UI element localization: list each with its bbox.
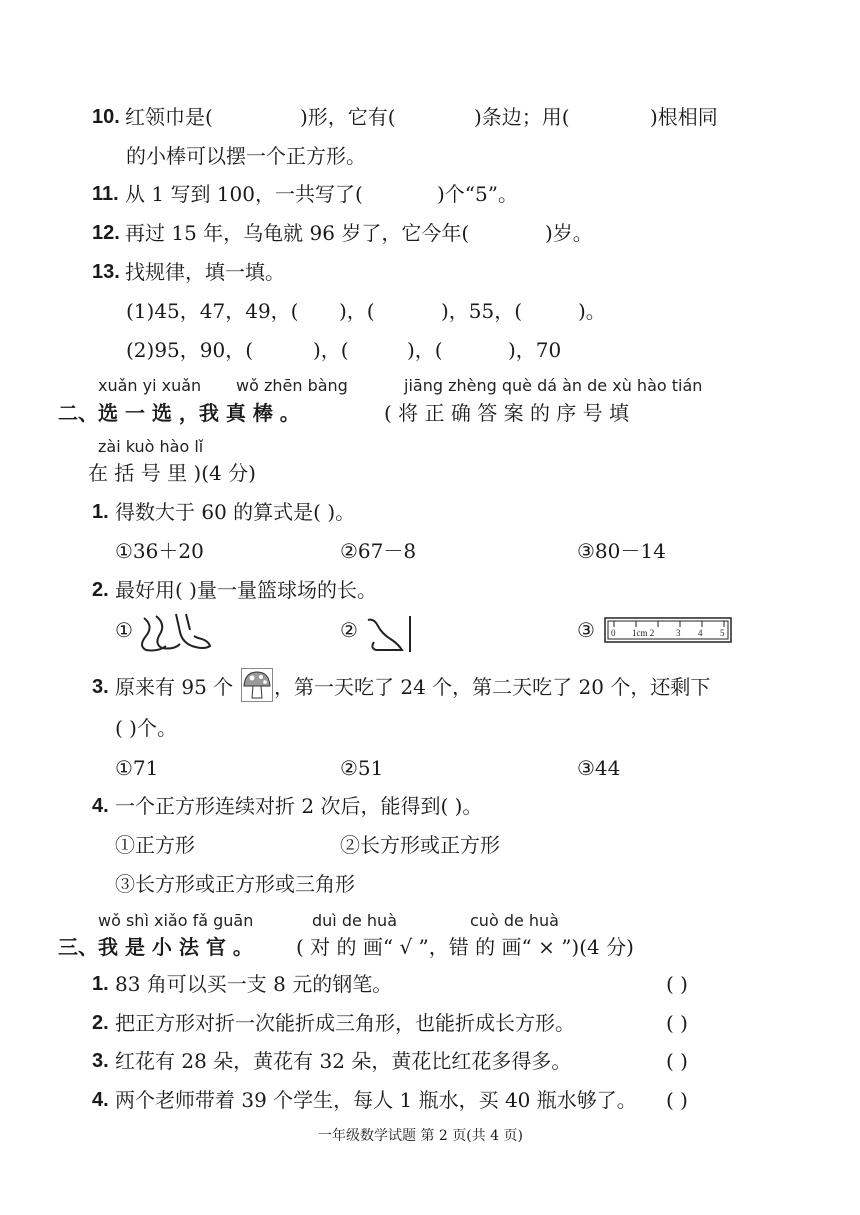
- option-2: ②67－8: [340, 539, 417, 563]
- question-number: 1.: [92, 973, 109, 995]
- pinyin: jiāng zhèng què dá àn de xù hào tián: [404, 376, 703, 395]
- question-number: 4.: [92, 1089, 109, 1111]
- question-text: 得数大于 60 的算式是( )。: [115, 500, 356, 524]
- question-number: 3.: [92, 1050, 109, 1072]
- ruler-label: 5: [720, 628, 725, 638]
- question-text: 最好用( )量一量篮球场的长。: [115, 578, 377, 602]
- pinyin: wǒ zhēn bàng: [236, 376, 348, 395]
- answer-parentheses[interactable]: ( ): [666, 972, 688, 996]
- answer-parentheses[interactable]: ( ): [666, 1049, 688, 1073]
- sub-question-2: )，70: [508, 338, 562, 362]
- option-1: ①71: [115, 756, 159, 780]
- pinyin: duì de huà: [312, 911, 397, 930]
- step-foot-icon: [364, 612, 416, 654]
- question-number: 10.: [92, 106, 120, 128]
- option-2: ②: [340, 618, 358, 642]
- pinyin: zài kuò hào lǐ: [98, 437, 204, 456]
- question-text: )形，它有(: [300, 105, 396, 129]
- option-2: ②长方形或正方形: [340, 833, 500, 857]
- option-2: ②51: [340, 756, 384, 780]
- question-text: 找规律，填一填。: [125, 260, 285, 284]
- sub-question-1: )。: [578, 299, 606, 323]
- ruler-label: 1cm 2: [632, 628, 655, 638]
- question-text: )根相同: [650, 105, 718, 129]
- question-number: 1.: [92, 501, 109, 523]
- answer-parentheses[interactable]: ( ): [666, 1088, 688, 1112]
- option-1: ①正方形: [115, 833, 195, 857]
- ruler-icon: [604, 617, 732, 643]
- question-text: 83 角可以买一支 8 元的钢笔。: [115, 972, 393, 996]
- question-text: 的小棒可以摆一个正方形。: [126, 144, 366, 168]
- section-instruction: 在 括 号 里 )(4 分): [88, 461, 256, 485]
- sub-question-2: (2)95，90，(: [126, 338, 254, 362]
- question-text: 再过 15 年，乌龟就 96 岁了，它今年(: [125, 221, 470, 245]
- question-number: 4.: [92, 795, 109, 817]
- question-number: 2.: [92, 1012, 109, 1034]
- sub-question-2: )，(: [313, 338, 349, 362]
- pinyin: cuò de huà: [470, 911, 559, 930]
- question-text: 把正方形对折一次能折成三角形，也能折成长方形。: [115, 1011, 575, 1035]
- section-instruction: ( 将 正 确 答 案 的 序 号 填: [384, 401, 630, 425]
- answer-parentheses[interactable]: ( ): [666, 1011, 688, 1035]
- sub-question-1: )，(: [339, 299, 375, 323]
- option-3: ③80－14: [577, 539, 666, 563]
- section-title: 二、选 一 选 ，我 真 棒 。: [58, 401, 300, 425]
- sub-question-1: )，55，(: [441, 299, 523, 323]
- ruler-label: 0: [611, 628, 616, 638]
- question-text: ，第一天吃了 24 个，第二天吃了 20 个，还剩下: [274, 675, 711, 699]
- mushroom-icon: [241, 668, 273, 702]
- walking-feet-icon: [136, 612, 214, 654]
- page-footer: 一年级数学试题 第 2 页(共 4 页): [318, 1128, 523, 1144]
- question-number: 11.: [92, 183, 119, 205]
- question-number: 12.: [92, 222, 120, 244]
- question-text: 两个老师带着 39 个学生，每人 1 瓶水，买 40 瓶水够了。: [115, 1088, 637, 1112]
- option-3: ③44: [577, 756, 621, 780]
- question-text: )个“5”。: [437, 182, 518, 206]
- sub-question-2: )，(: [407, 338, 443, 362]
- section-instruction: ( 对 的 画“ √ ”，错 的 画“ × ”)(4 分): [296, 935, 634, 959]
- section-title: 三、我 是 小 法 官 。: [58, 935, 253, 959]
- question-text: 红领巾是(: [125, 105, 213, 129]
- pinyin: wǒ shì xiǎo fǎ guān: [98, 911, 254, 930]
- question-text: 一个正方形连续对折 2 次后，能得到( )。: [115, 794, 483, 818]
- question-number: 2.: [92, 579, 109, 601]
- question-number: 3.: [92, 676, 109, 698]
- question-text: ( )个。: [115, 716, 177, 740]
- option-3: ③: [577, 618, 595, 642]
- question-text: 红花有 28 朵，黄花有 32 朵，黄花比红花多得多。: [115, 1049, 572, 1073]
- question-text: )条边；用(: [474, 105, 570, 129]
- option-3: ③长方形或正方形或三角形: [115, 872, 355, 896]
- pinyin: xuǎn yi xuǎn: [98, 376, 202, 395]
- question-number: 13.: [92, 261, 120, 283]
- sub-question-1: (1)45，47，49，(: [126, 299, 299, 323]
- ruler-label: 3: [676, 628, 681, 638]
- question-text: 从 1 写到 100，一共写了(: [125, 182, 363, 206]
- option-1: ①36＋20: [115, 539, 204, 563]
- option-1: ①: [115, 618, 133, 642]
- question-text: )岁。: [545, 221, 593, 245]
- question-text: 原来有 95 个: [115, 675, 234, 699]
- ruler-label: 4: [698, 628, 703, 638]
